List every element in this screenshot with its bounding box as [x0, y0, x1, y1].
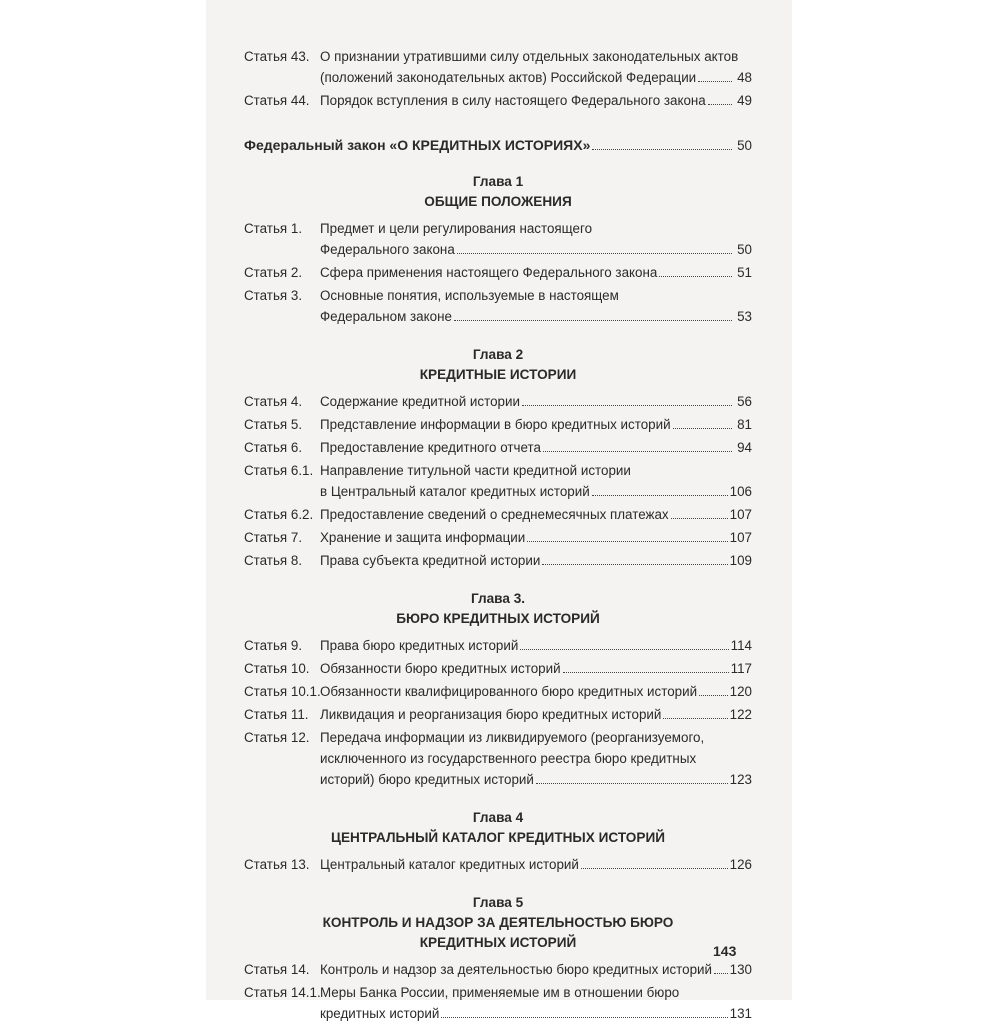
- leader-dots: [673, 428, 732, 429]
- article-title-text: Передача информации из ликвидируемого (реорганизуемого,: [320, 730, 705, 745]
- article-title: [320, 635, 752, 656]
- chapter-label: Глава 3.: [470, 591, 526, 606]
- article-title-line: [320, 527, 752, 548]
- article-title-text: Порядок вступления в силу настоящего Федерального закона: [320, 93, 706, 108]
- toc-entry: [244, 437, 752, 458]
- article-title: [320, 437, 752, 458]
- article-title-text: Ликвидация и реорганизация бюро кредитных историй: [320, 707, 662, 722]
- toc-entry: [244, 681, 752, 702]
- article-number: Статья 12.: [244, 730, 310, 745]
- leader-dots: [659, 276, 732, 277]
- toc-entry: [244, 90, 752, 111]
- article-title-line: [320, 550, 752, 571]
- page-ref: 106: [729, 484, 752, 499]
- article-number: Статья 6.: [244, 440, 303, 455]
- article-number: Статья 11.: [244, 707, 309, 722]
- article-title-line: [320, 67, 752, 88]
- article-title: [320, 218, 752, 260]
- chapter-heading: [244, 589, 752, 629]
- toc-entry: [244, 959, 752, 980]
- article-title: [320, 527, 752, 548]
- leader-dots: [708, 104, 732, 105]
- article-title-line: [320, 414, 752, 435]
- article-title-line: [320, 658, 752, 679]
- article-title: [320, 414, 752, 435]
- article-title: [320, 285, 752, 327]
- page-number: 143: [713, 943, 737, 959]
- article-number: Статья 2.: [244, 265, 303, 280]
- article-title-text: Предоставление сведений о среднемесячных платежах: [320, 507, 669, 522]
- article-title-line: [320, 90, 752, 111]
- leader-dots: [536, 783, 728, 784]
- toc-entry: [244, 635, 752, 656]
- article-title-text: исключенного из государственного реестра бюро кредитных: [320, 751, 697, 766]
- article-number: Статья 10.: [244, 661, 310, 676]
- article-title: [320, 959, 752, 980]
- article-title-line: [320, 46, 752, 67]
- leader-dots: [457, 253, 732, 254]
- article-number: Статья 8.: [244, 553, 303, 568]
- article-title-text: Сфера применения настоящего Федерального закона: [320, 265, 658, 280]
- article-title-line: [320, 262, 752, 283]
- page-ref: 109: [729, 553, 752, 568]
- article-title-line: [320, 218, 752, 239]
- table-of-contents: [244, 46, 752, 1026]
- leader-dots: [441, 1017, 727, 1018]
- article-title: [320, 460, 752, 502]
- article-number: Статья 14.: [244, 962, 310, 977]
- article-title-line: [320, 704, 752, 725]
- toc-entry: [244, 391, 752, 412]
- article-number: Статья 9.: [244, 638, 303, 653]
- article-number: Статья 3.: [244, 288, 303, 303]
- article-title: [320, 46, 752, 88]
- chapter-label: Глава 4: [472, 810, 524, 825]
- article-title-line: [320, 769, 752, 790]
- article-title-line: [320, 481, 752, 502]
- article-title: [320, 681, 752, 702]
- page-ref: 94: [737, 440, 752, 455]
- leader-dots: [520, 649, 728, 650]
- leader-dots: [663, 718, 727, 719]
- page-ref: 120: [729, 684, 752, 699]
- leader-dots: [454, 320, 732, 321]
- article-title-line: [320, 391, 752, 412]
- leader-dots: [542, 564, 727, 565]
- page-ref: 126: [729, 857, 752, 872]
- article-title-line: [320, 504, 752, 525]
- page-ref: 107: [729, 507, 752, 522]
- article-number: Статья 4.: [244, 394, 303, 409]
- leader-dots: [592, 495, 728, 496]
- article-title-line: [320, 285, 752, 306]
- article-title-text: Основные понятия, используемые в настоящем: [320, 288, 619, 303]
- toc-entry: [244, 658, 752, 679]
- article-title-line: [320, 959, 752, 980]
- article-title-line: [320, 1003, 752, 1024]
- article-number: Статья 6.2.: [244, 507, 314, 522]
- toc-entry: [244, 527, 752, 548]
- article-number: Статья 13.: [244, 857, 310, 872]
- leader-dots: [522, 405, 732, 406]
- article-title-line: [320, 437, 752, 458]
- page-ref: 50: [737, 138, 752, 153]
- article-title-text: Федеральном законе: [320, 309, 452, 324]
- article-title-text: Центральный каталог кредитных историй: [320, 857, 579, 872]
- leader-dots: [592, 149, 732, 150]
- toc-entry: [244, 854, 752, 875]
- toc-entry: [244, 285, 752, 327]
- article-number: Статья 6.1.: [244, 463, 314, 478]
- toc-entry: [244, 46, 752, 88]
- article-number: Статья 5.: [244, 417, 303, 432]
- article-title-text: в Центральный каталог кредитных историй: [320, 484, 590, 499]
- article-title-line: [320, 239, 752, 260]
- chapter-heading: [244, 808, 752, 848]
- page-ref: 81: [737, 417, 752, 432]
- leader-dots: [581, 868, 728, 869]
- toc-entry: [244, 704, 752, 725]
- article-title: [320, 727, 752, 790]
- chapter-title: КРЕДИТНЫЕ ИСТОРИИ: [419, 367, 577, 382]
- article-title-line: [320, 854, 752, 875]
- article-title-text: Обязанности бюро кредитных историй: [320, 661, 561, 676]
- chapter-title: КРЕДИТНЫХ ИСТОРИЙ: [419, 935, 577, 950]
- article-title-text: О признании утратившими силу отдельных законодательных актов: [320, 49, 739, 64]
- page-ref: 53: [737, 309, 752, 324]
- article-title-text: Предоставление кредитного отчета: [320, 440, 541, 455]
- article-title-line: [320, 460, 752, 481]
- chapter-title: ЦЕНТРАЛЬНЫЙ КАТАЛОГ КРЕДИТНЫХ ИСТОРИЙ: [331, 830, 665, 845]
- article-title-line: [320, 635, 752, 656]
- article-title-text: Хранение и защита информации: [320, 530, 526, 545]
- chapter-title: БЮРО КРЕДИТНЫХ ИСТОРИЙ: [396, 611, 600, 626]
- article-title-text: (положений законодательных актов) Российской Федерации: [320, 70, 697, 85]
- toc-entry: [244, 414, 752, 435]
- article-title-text: историй) бюро кредитных историй: [320, 772, 534, 787]
- article-title-text: Контроль и надзор за деятельностью бюро кредитных историй: [320, 962, 713, 977]
- chapter-heading: [244, 172, 752, 212]
- toc-entry: [244, 262, 752, 283]
- page-ref: 56: [737, 394, 752, 409]
- chapter-label: Глава 2: [472, 347, 524, 362]
- article-title-text: Права субъекта кредитной истории: [320, 553, 541, 568]
- page-ref: 117: [730, 661, 752, 676]
- article-title-text: кредитных историй: [320, 1006, 440, 1021]
- chapter-label: Глава 1: [472, 174, 524, 189]
- page-ref: 49: [737, 93, 752, 108]
- page-ref: 51: [737, 265, 752, 280]
- article-number: Статья 10.1.: [244, 684, 321, 699]
- article-title: [320, 982, 752, 1024]
- article-title: [320, 550, 752, 571]
- article-title-text: Предмет и цели регулирования настоящего: [320, 221, 593, 236]
- toc-entry: [244, 460, 752, 502]
- leader-dots: [563, 672, 729, 673]
- article-number: Статья 7.: [244, 530, 303, 545]
- toc-entry: [244, 218, 752, 260]
- leader-dots: [543, 451, 732, 452]
- article-title-text: Обязанности квалифицированного бюро кредитных историй: [320, 684, 698, 699]
- page-ref: 50: [737, 242, 752, 257]
- article-title: [320, 504, 752, 525]
- article-number: Статья 14.1.: [244, 985, 321, 1000]
- article-title-line: [320, 681, 752, 702]
- leader-dots: [527, 541, 727, 542]
- article-title-text: Меры Банка России, применяемые им в отношении бюро: [320, 985, 680, 1000]
- page-ref: 107: [729, 530, 752, 545]
- leader-dots: [714, 973, 728, 974]
- article-title: [320, 704, 752, 725]
- toc-entry: [244, 504, 752, 525]
- article-title-text: Права бюро кредитных историй: [320, 638, 519, 653]
- toc-entry: [244, 550, 752, 571]
- article-title: [320, 90, 752, 111]
- article-title-text: Федерального закона: [320, 242, 455, 257]
- chapter-title: ОБЩИЕ ПОЛОЖЕНИЯ: [424, 194, 572, 209]
- leader-dots: [699, 695, 728, 696]
- article-number: Статья 43.: [244, 49, 310, 64]
- article-title-text: Направление титульной части кредитной истории: [320, 463, 631, 478]
- leader-dots: [698, 81, 732, 82]
- toc-entry: [244, 982, 752, 1024]
- page-ref: 122: [729, 707, 752, 722]
- chapter-label: Глава 5: [472, 895, 524, 910]
- page-ref: 131: [729, 1006, 752, 1021]
- page-ref: 123: [729, 772, 752, 787]
- law-title: [244, 135, 752, 156]
- article-title-line: [320, 748, 752, 769]
- toc-entry: [244, 727, 752, 790]
- article-title: [320, 391, 752, 412]
- article-number: Статья 44.: [244, 93, 310, 108]
- article-title: [320, 262, 752, 283]
- page-ref: 130: [729, 962, 752, 977]
- article-title-text: Представление информации в бюро кредитных историй: [320, 417, 671, 432]
- chapter-heading: [244, 345, 752, 385]
- leader-dots: [671, 518, 728, 519]
- article-title: [320, 658, 752, 679]
- chapter-heading: [244, 893, 752, 953]
- article-title-line: [320, 306, 752, 327]
- article-number: Статья 1.: [244, 221, 303, 236]
- article-title: [320, 854, 752, 875]
- chapter-title: КОНТРОЛЬ И НАДЗОР ЗА ДЕЯТЕЛЬНОСТЬЮ БЮРО: [322, 915, 674, 930]
- law-title-text: Федеральный закон «О КРЕДИТНЫХ ИСТОРИЯХ»: [244, 137, 591, 153]
- article-title-text: Содержание кредитной истории: [320, 394, 520, 409]
- article-title-line: [320, 727, 752, 748]
- page-ref: 48: [737, 70, 752, 85]
- page-ref: 114: [730, 638, 752, 653]
